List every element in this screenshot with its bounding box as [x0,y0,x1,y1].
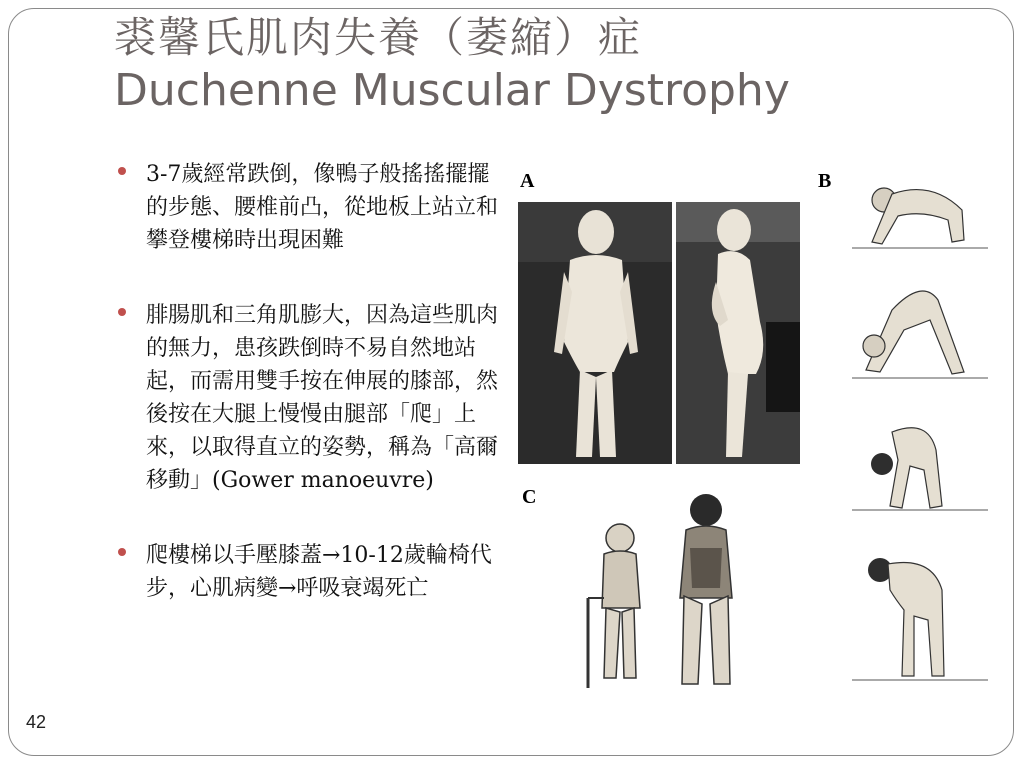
bullet-list [118,158,498,647]
bullet-text: 爬樓梯以手壓膝蓋→10-12歲輪椅代步，心肌病變→呼吸衰竭死亡 [146,543,492,601]
bullet-dot-icon [118,308,126,316]
figure-label-a: A [520,170,535,192]
bullet-text: 3-7歲經常跌倒，像鴨子般搖搖擺擺的步態、腰椎前凸，從地板上站立和攀登樓梯時出現困難 [146,162,499,253]
illustration-children-standing [582,488,762,698]
bullet-text: 腓腸肌和三角肌膨大，因為這些肌肉的無力，患孩跌倒時不易自然地站起，而需用雙手按在伸展的膝部，然後按在大腿上慢慢由腿部「爬」上來，以取得直立的姿勢，稱為「高爾移動」(Gower manoeuvre) [146,303,499,493]
illustration-gower-sequence [852,160,988,700]
bullet-dot-icon [118,167,126,175]
photo-side-view [676,202,800,464]
bullet-item [118,158,498,257]
figure-label-b: B [818,170,832,192]
slide-title [114,14,874,117]
figure-label-c: C [522,486,537,508]
bullet-dot-icon [118,548,126,556]
title-chinese: 裘馨氏肌肉失養（萎縮）症 [114,13,643,62]
clinical-figure [512,158,992,706]
bullet-item [118,299,498,497]
title-english: Duchenne Muscular Dystrophy [114,65,790,117]
page-number: 42 [26,712,47,732]
photo-back-view [518,202,672,464]
bullet-item [118,539,498,605]
